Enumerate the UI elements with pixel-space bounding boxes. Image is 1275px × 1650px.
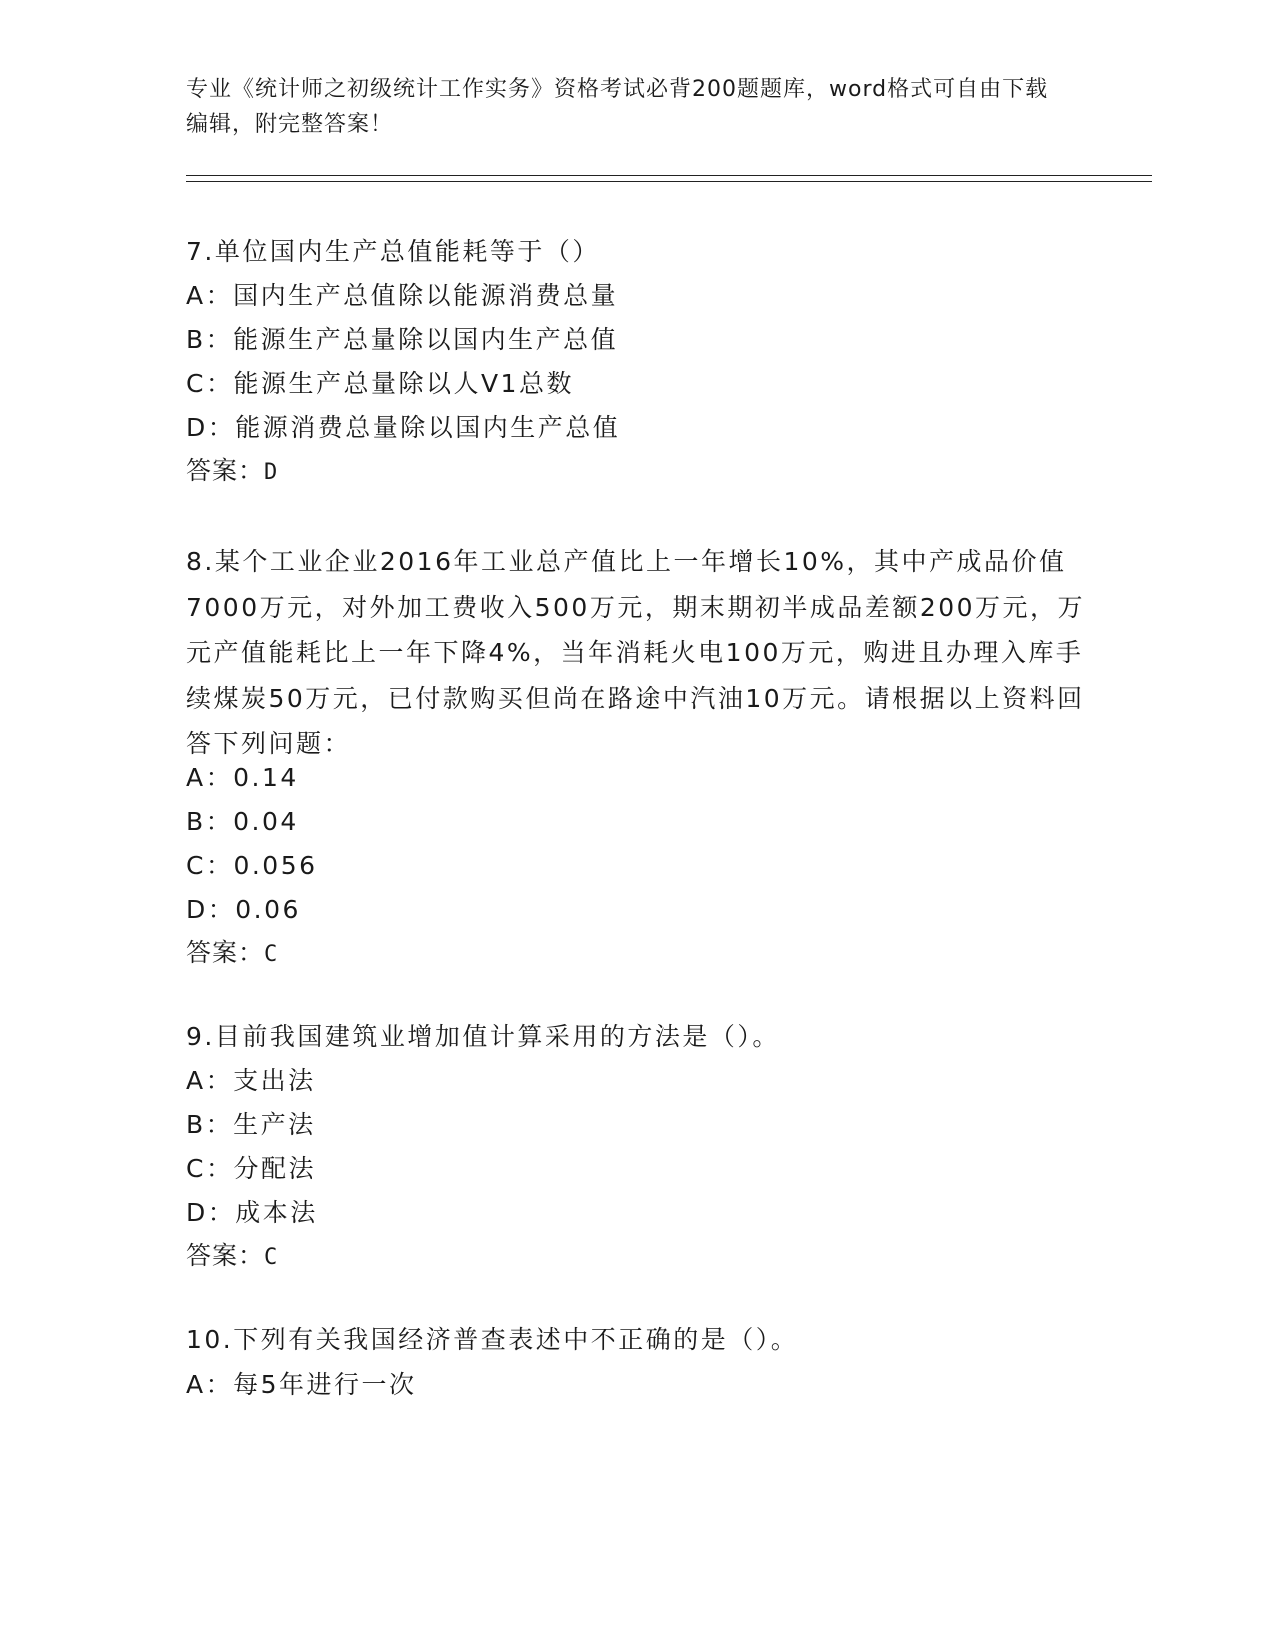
answer-value: D xyxy=(264,460,279,485)
question-7-answer xyxy=(186,455,278,489)
question-8-option-d: D：0.06 xyxy=(186,895,301,924)
header-rule-top xyxy=(186,175,1152,176)
answer-value: C xyxy=(264,1245,279,1270)
question-7-option-c: C：能源生产总量除以人V1总数 xyxy=(186,369,574,398)
question-8-option-a: A：0.14 xyxy=(186,763,299,792)
answer-label: 答案： xyxy=(186,1241,265,1270)
question-9-option-c: C：分配法 xyxy=(186,1154,316,1183)
question-10-stem: 10.下列有关我国经济普查表述中不正确的是（）。 xyxy=(186,1325,799,1354)
answer-label: 答案： xyxy=(186,938,265,967)
question-7-stem: 7.单位国内生产总值能耗等于（） xyxy=(186,237,600,266)
question-8-stem: 8.某个工业企业2016年工业总产值比上一年增长10%，其中产成品价值7000万元，对外加工费收入500万元，期末期初半成品差额200万元，万元产值能耗比上一年下降4%，当年消耗火电100万元，购进且办理入库手续煤炭50万元，已付款购买但尚在路途中汽油10万元。请根据以上资料回答下列问题： xyxy=(186,547,1086,758)
question-9-option-b: B：生产法 xyxy=(186,1110,316,1139)
answer-label: 答案： xyxy=(186,456,265,485)
question-8-answer xyxy=(186,937,278,971)
question-7-option-a: A：国内生产总值除以能源消费总量 xyxy=(186,281,619,310)
question-8-option-b: B：0.04 xyxy=(186,807,299,836)
question-7-option-d: D：能源消费总量除以国内生产总值 xyxy=(186,413,621,442)
question-9-stem: 9.目前我国建筑业增加值计算采用的方法是（）。 xyxy=(186,1022,780,1051)
question-7-option-b: B：能源生产总量除以国内生产总值 xyxy=(186,325,619,354)
document-header: 专业《统计师之初级统计工作实务》资格考试必背200题题库，word格式可自由下载编辑，附完整答案！ xyxy=(186,77,1049,137)
header-rule-bottom xyxy=(186,181,1152,182)
answer-value: C xyxy=(264,942,279,967)
question-9-option-d: D：成本法 xyxy=(186,1198,318,1227)
question-9-answer xyxy=(186,1240,278,1274)
question-10-option-a: A：每5年进行一次 xyxy=(186,1370,417,1399)
question-8-option-c: C：0.056 xyxy=(186,851,318,880)
question-9-option-a: A：支出法 xyxy=(186,1066,316,1095)
